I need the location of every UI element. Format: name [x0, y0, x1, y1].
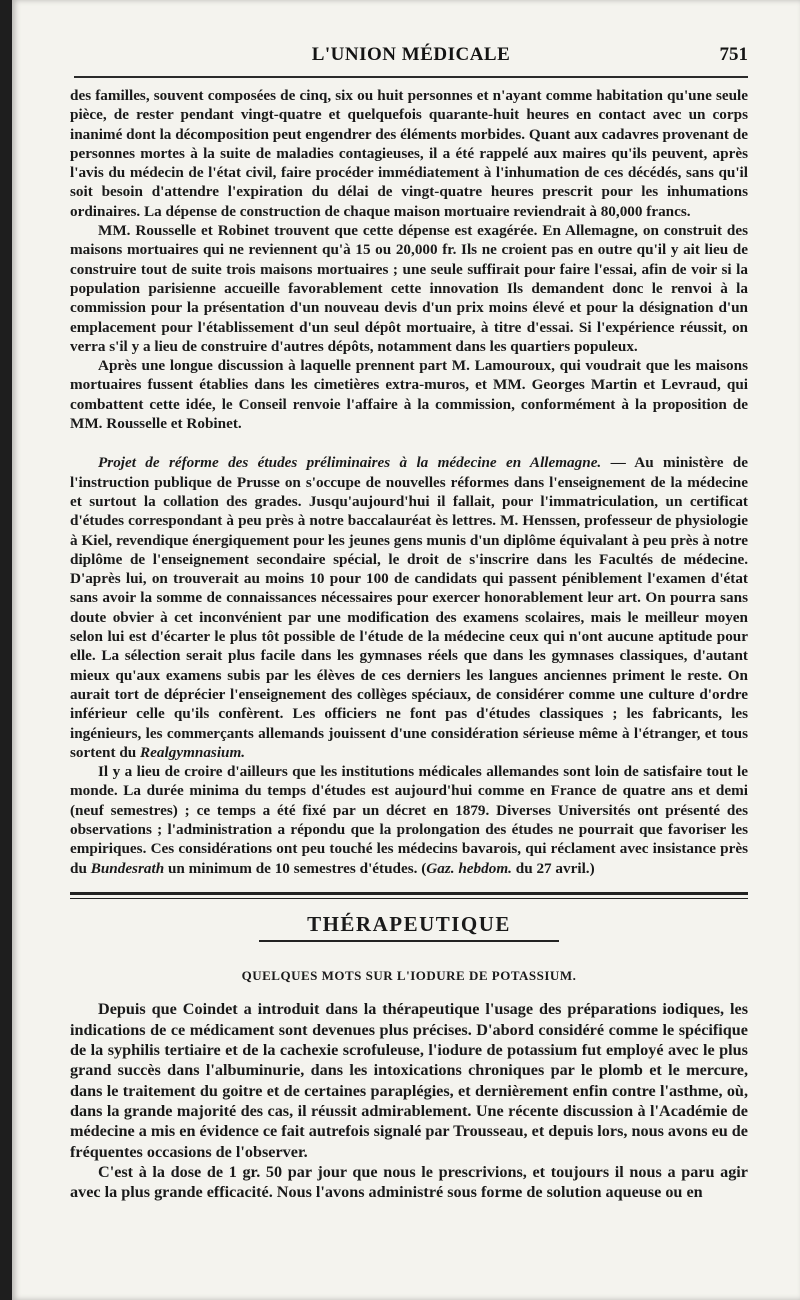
paragraph: des familles, souvent composées de cinq, six ou huit personnes et n'ayant comme habitation qu'une seule pièce, de rester pendant vingt-quatre et quelquefois quarante-huit heures en contact avec un corps inanimé dont la décomposition peut engendrer des éléments morbides. Quant aux cadavres provenant de personnes mortes à la suite de maladies contagieuses, il a été rappelé aux maires qu'ils peuvent, après l'avis du médecin de l'état civil, faire procéder immédiatement à l'inhumation de ces décédés, sans qu'il soit besoin d'attendre l'expiration du délai de vingt-quatre heures prescrit pour les inhumations ordinaires. La dépense de construction de chaque maison mortuaire reviendrait à 80,000 francs.: [70, 87, 748, 220]
news-item-italic: Realgymnasium.: [140, 743, 246, 761]
paragraph-text: Il y a lieu de croire d'ailleurs que les institutions médicales allemandes sont loin de satisfaire tout le monde. La durée minima du temps d'études est aujourd'hui comme en France de quatre ans et demi (neuf semestres) ; ce temps a été fixé par un décret en 1879. Diverses Universités ont présenté des observations ; l'administration a répondu que la prolongation des études ne pourrait que favoriser les empiriques. Ces considérations ont peu touché les médecins bavarois, qui réclament avec insistance près du: [70, 763, 748, 877]
paragraph: C'est à la dose de 1 gr. 50 par jour que nous le prescrivions, et toujours il nous a paru agir avec la plus grande efficacité. Nous l'avons administré sous forme de solution aqueuse ou en: [70, 1162, 748, 1202]
italic-term: Bundesrath: [90, 859, 165, 877]
paragraph-text: un minimum de 10 semestres d'études. (: [164, 859, 427, 877]
citation-source: Gaz. hebdom.: [426, 859, 512, 877]
running-head: L'UNION MÉDICALE: [311, 44, 511, 65]
therapeutique-body: [70, 999, 748, 1202]
news-item-title: Projet de réforme des études préliminaires à la médecine en Allemagne.: [98, 454, 602, 472]
paragraph-reform: [70, 453, 748, 762]
section-title-rule: [259, 940, 559, 942]
header-rule: [74, 76, 748, 78]
news-item-body: — Au ministère de l'instruction publique de Prusse on s'occupe de nouvelles réformes dans l'enseignement de la médecine et surtout la collation des grades. Jusqu'aujourd'hui il fallait, pour l'immatriculation, un certificat d'études correspondant à peu près à notre baccalauréat ès lettres. M. Henssen, professeur de physiologie à Kiel, revendique énergiquement pour les jeunes gens munis d'un diplôme équivalant à peu près à notre diplôme de l'enseignement secondaire spécial, le droit de s'inscrire dans les Facultés de médecine. D'après lui, on trouverait au moins 10 pour 100 de candidats qui passent péniblement l'examen d'état sans avoir la somme de connaissances nécessaires pour exercer honorablement leur art. On pourra sans doute obvier à cet inconvénient par une modification des examens scolaires, mais le meilleur moyen selon lui est d'écarter le plus tôt possible de l'étude de la médecine ceux qui n'ont aucune aptitude pour elle. La sélection serait plus facile dans les gymnases réels que dans les gymnases classiques, d'autant mieux qu'aux examens subis par les élèves de ces derniers les langues anciennes priment le reste. On aurait tort de déprécier l'enseignement des collèges spéciaux, de considérer comme une culture d'ordre inférieur celle qu'ils confèrent. Les officiers ne font pas d'études classiques ; les fabricants, les ingénieurs, les commerçants allemands jouissent d'une considération sérieuse même à l'étranger, et tous sortent du: [70, 454, 748, 761]
article-body: [70, 86, 748, 1202]
paragraph: Depuis que Coindet a introduit dans la thérapeutique l'usage des préparations iodiques, les indications de ce médicament sont devenues plus précises. D'abord considéré comme le spécifique de la syphilis tertiaire et de la cachexie scrofuleuse, l'iodure de potassium fut employé avec le plus grand succès dans l'albuminurie, dans les intoxications chroniques par le plomb et le mercure, dans le traitement du goitre et de certaines paraplégies, et dernièrement enfin contre l'asthme, où, dans la grande majorité des cas, il réussit admirablement. Une récente discussion à l'Académie de médecine a mis en évidence ce fait autrefois signalé par Trousseau, et depuis lors, nous avons eu de fréquentes occasions de l'observer.: [70, 1000, 748, 1161]
page-header: [74, 42, 748, 76]
article-title: QUELQUES MOTS SUR L'IODURE DE POTASSIUM.: [241, 968, 577, 984]
paragraph: MM. Rousselle et Robinet trouvent que cette dépense est exagérée. En Allemagne, on construit des maisons mortuaires qui ne reviennent qu'à 15 ou 20,000 fr. Ils ne croient pas en outre qu'il y ait lieu de construire tout de suite trois maisons mortuaires ; une seule suffirait pour faire l'essai, afin de voir si la population parisienne accueille favorablement cette innovation Ils demandent donc le renvoi à la commission pour la présentation d'un nouveau devis d'un prix moins élevé et pour la désignation d'un emplacement pour l'établissement d'un seul dépôt mortuaire, à titre d'essai. Si l'expérience réussit, on verra s'il y a lieu de construire d'autres dépôts, notamment dans les quartiers populeux.: [70, 222, 748, 355]
paragraph: [70, 762, 748, 878]
journal-page: [12, 0, 800, 1300]
section-divider: [70, 892, 748, 899]
paragraph: Après une longue discussion à laquelle prennent part M. Lamouroux, qui voudrait que les maisons mortuaires fussent établies dans les cimetières extra-muros, et MM. Georges Martin et Levraud, qui combattent cette idée, le Conseil renvoie l'affaire à la commission, conformément à la proposition de MM. Rousselle et Robinet.: [70, 357, 748, 433]
section-title: THÉRAPEUTIQUE: [307, 911, 511, 936]
paragraph-text: du 27 avril.): [511, 859, 595, 877]
page-number: 751: [719, 44, 748, 65]
